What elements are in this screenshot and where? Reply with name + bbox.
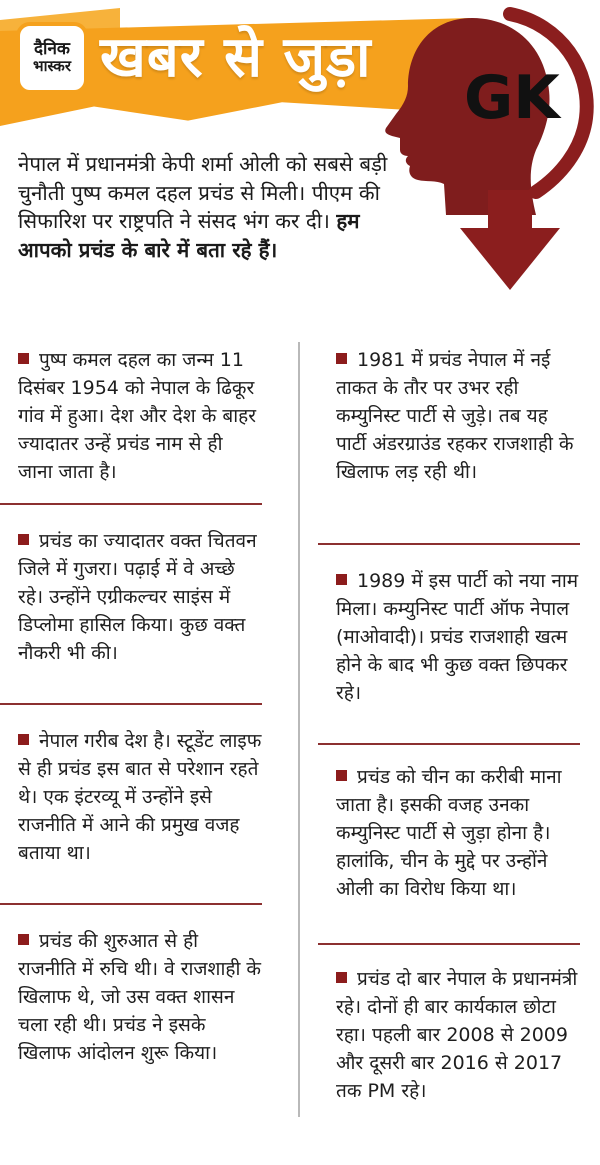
fact-item bbox=[0, 705, 262, 903]
fact-text: पुष्प कमल दहल का जन्म 11 दिसंबर 1954 को नेपाल के ढिकूर गांव में हुआ। देश और देश के बाहर ज्यादातर उन्हें प्रचंड नाम से ही जाना जाता है। bbox=[18, 349, 256, 483]
column-divider bbox=[298, 342, 300, 1117]
fact-item bbox=[0, 338, 262, 503]
banner-title: खबर से जुड़ा bbox=[100, 25, 372, 90]
bullet-square-icon bbox=[18, 534, 29, 545]
bullet-square-icon bbox=[336, 353, 347, 364]
bullet-square-icon bbox=[336, 972, 347, 983]
right-column bbox=[318, 338, 580, 1125]
arrow-down-icon bbox=[460, 228, 560, 290]
fact-item bbox=[318, 945, 580, 1125]
fact-item bbox=[0, 905, 262, 1105]
fact-item bbox=[318, 745, 580, 943]
fact-text: प्रचंड दो बार नेपाल के प्रधानमंत्री रहे। दोनों ही बार कार्यकाल छोटा रहा। पहली बार 2008 से 2009 और दूसरी बार 2016 से 2017 तक PM रहे। bbox=[336, 968, 578, 1102]
fact-text: 1989 में इस पार्टी को नया नाम मिला। कम्युनिस्ट पार्टी ऑफ नेपाल (माओवादी)। प्रचंड राजशाही खत्म होने के बाद भी कुछ वक्त छिपकर रहे। bbox=[336, 570, 579, 704]
fact-text: प्रचंड की शुरुआत से ही राजनीति में रुचि थी। वे राजशाही के खिलाफ थे, जो उस वक्त शासन चला रही थी। प्रचंड ने इसके खिलाफ आंदोलन शुरू किया। bbox=[18, 930, 262, 1064]
fact-text: प्रचंड का ज्यादातर वक्त चितवन जिले में गुजरा। पढ़ाई में वे अच्छे रहे। उन्होंने एग्रीकल्चर साइंस में डिप्लोमा हासिल किया। कुछ वक्त नौकरी भी की। bbox=[18, 530, 257, 664]
fact-text: 1981 में प्रचंड नेपाल में नई ताकत के तौर पर उभर रही कम्युनिस्ट पार्टी से जुड़े। तब यह पार्टी अंडरग्राउंड रहकर राजशाही के खिलाफ लड़ रही थी। bbox=[336, 349, 574, 483]
bullet-square-icon bbox=[18, 353, 29, 364]
fact-item bbox=[0, 505, 262, 703]
left-column bbox=[0, 338, 262, 1105]
bullet-square-icon bbox=[336, 770, 347, 781]
fact-item bbox=[318, 338, 580, 543]
bullet-square-icon bbox=[18, 734, 29, 745]
bullet-square-icon bbox=[18, 934, 29, 945]
intro-paragraph bbox=[18, 150, 398, 264]
intro-bold-text: हम आपको प्रचंड के बारे में बता रहे हैं। bbox=[18, 209, 360, 262]
gk-label: GK bbox=[464, 63, 560, 133]
logo-line1: दैनिक bbox=[34, 39, 70, 60]
dainik-bhaskar-logo bbox=[16, 22, 88, 94]
fact-text: प्रचंड को चीन का करीबी माना जाता है। इसकी वजह उनका कम्युनिस्ट पार्टी से जुड़ा होना है। हालांकि, चीन के मुद्दे पर उन्होंने ओली का विरोध किया था। bbox=[336, 766, 562, 900]
intro-text: नेपाल में प्रधानमंत्री केपी शर्मा ओली को सबसे बड़ी चुनौती पुष्प कमल दहल प्रचंड से मिली। पीएम की सिफारिश पर राष्ट्रपति ने संसद भंग कर दी। bbox=[18, 152, 388, 233]
bullet-square-icon bbox=[336, 574, 347, 585]
fact-item bbox=[318, 545, 580, 743]
logo-line2: भास्कर bbox=[33, 57, 71, 76]
fact-text: नेपाल गरीब देश है। स्टूडेंट लाइफ से ही प्रचंड इस बात से परेशान रहते थे। एक इंटरव्यू में उन्होंने इसे राजनीति में आने की प्रमुख वजह बताया था। bbox=[18, 730, 262, 864]
